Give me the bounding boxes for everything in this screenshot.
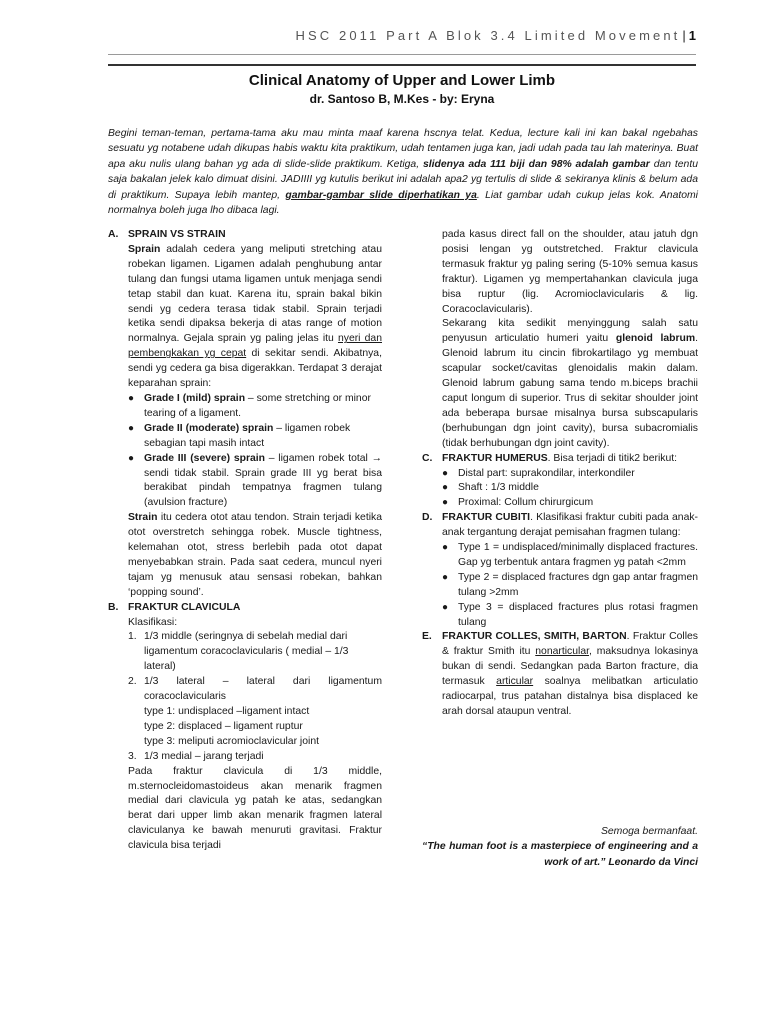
item-text: 1/3 middle (seringnya di sebelah medial dari ligamentum coracoclavicularis ( medial – 1/3 lateral) [144, 631, 349, 673]
glenoid-text-2: . Glenoid labrum itu cincin fibrokartilago yg membuat scapular socket/cavitas glenoidalis makin dalam. Glenoid labrum gabung sama tendo m.biceps brachii caput longum di superior. Trus di sekitar shoulder joint ada beberapa bursae misalnya bursa subscapularis (berhubungan dgn joint cavity), bursa subacromialis (tidak berhubungan dgn joint cavity). [442, 333, 698, 449]
glenoid-text-1: Sekarang kita sedikit menyinggung salah satu penyusun articulatio humeri yaitu [442, 318, 698, 345]
list-item-text: Type 3 = displaced fractures plus rotasi fragmen tulang [458, 601, 698, 628]
section-e-underline-1: nonarticular [535, 646, 589, 658]
bullet-icon: ● [128, 452, 135, 464]
section-d-title: FRAKTUR CUBITI [442, 512, 531, 524]
glenoid-paragraph [422, 317, 698, 451]
grade-text: – some stretching or minor tearing of a ligament. [144, 392, 371, 419]
section-a-heading [108, 228, 382, 243]
sprain-text-2: di sekitar sendi. Akibatnya, sendi yg cedera ga bisa digerakkan. Terdapat 3 derajat keparahan sprain: [128, 348, 382, 390]
section-e-text-3: soalnya melibatkan articulatio radiocarpal, trus patahan distalnya bisa displaced ke arah dorsal ataupun ventral. [442, 676, 698, 717]
grade-text: – ligamen robek sebagian tapi masih intact [144, 422, 351, 449]
clavicula-paragraph: Pada fraktur clavicula di 1/3 middle, m.sternocleidomastoideus akan menarik fragmen medial dari clavicula yg patah ke atas, sedangkan berat dari upper limb akan menarik fragmen lateral claviculanya ke bawah menuruti gravitasi. Fraktur clavicula bisa terjadi [128, 765, 382, 852]
list-item [422, 541, 698, 571]
intro-bold: slidenya ada 111 biji dan 98% adalah gambar [422, 158, 650, 170]
closing-block [422, 824, 698, 870]
bullet-icon: ● [128, 392, 135, 404]
section-c-title: FRAKTUR HUMERUS [442, 452, 548, 464]
intro-paragraph [108, 126, 698, 218]
section-c-letter: C. [422, 452, 433, 464]
intro-text-3: . Liat gambar udah cukup jelas kok. Anatomi normalnya boleh juga lho dibaca lagi. [108, 189, 698, 217]
section-e-letter: E. [422, 631, 432, 643]
right-column [422, 228, 698, 720]
grade-item [108, 452, 382, 512]
glenoid-bold: glenoid labrum [615, 333, 696, 345]
list-item-text: Type 2 = displaced fractures dgn gap antar fragmen tulang >2mm [458, 571, 698, 598]
page-number: 1 [688, 28, 696, 43]
list-item-text: Type 1 = undisplaced/minimally displaced fractures. Gap yg terbentuk antara fragmen yg patah <2mm [458, 542, 698, 568]
section-a-letter: A. [108, 229, 119, 240]
sprain-paragraph [108, 243, 382, 392]
section-e-text-1: . Fraktur Colles & fraktur Smith itu [442, 631, 698, 658]
section-e-heading [422, 630, 698, 719]
list-item [422, 496, 698, 511]
list-item-text: Distal part: suprakondilar, interkondiler [458, 467, 635, 479]
type-line: type 3: meliputi acromioclavicular joint [144, 735, 319, 747]
bullet-icon: ● [442, 467, 449, 479]
intro-underline: gambar-gambar slide diperhatikan ya [285, 189, 477, 201]
sprain-underline: nyeri dan pembengkakan yg cepat [128, 333, 382, 360]
numbered-item [108, 750, 382, 765]
section-e-text-2: , maksudnya lokasinya bukan di sendi. Sedangkan pada Barton fracture, dia termasuk [442, 646, 698, 688]
document-subtitle: dr. Santoso B, M.Kes - by: Eryna [309, 92, 495, 106]
header-text: HSC 2011 Part A Blok 3.4 Limited Movement [295, 28, 681, 43]
bullet-icon: ● [442, 497, 449, 509]
list-item [422, 467, 698, 482]
list-item [422, 601, 698, 631]
grade-text: – ligamen robek total → sendi tidak stabil. Sprain grade III yg berat bisa berakibat pindah tempatnya fragmen tulang (avulsion fracture) [144, 452, 382, 509]
item-text: 1/3 lateral – lateral dari ligamentum coracoclavicularis [144, 676, 382, 703]
item-number: 2. [128, 676, 137, 688]
title-divider [108, 64, 696, 66]
strain-label: Strain [128, 512, 158, 524]
intro-text-1: Begini teman-teman, pertama-tama aku mau minta maaf karena hscnya telat. Kedua, lecture kali ini kan bakal ngebahas sesuatu yg notabene udah dikupas habis waktu kita praktikum, udah tentamen juga kan, jadi udah pada tau lah materinya. Buat apa aku nulis ulang bahan yg ada di slide-slide praktikum. Ketiga, [108, 128, 698, 170]
closing-greeting: Semoga bermanfaat. [600, 826, 698, 837]
section-c-text: . Bisa terjadi di titik2 berikut: [547, 452, 678, 464]
list-item-text: Shaft : 1/3 middle [458, 482, 539, 494]
bullet-icon: ● [442, 482, 449, 494]
section-e-underline-2: articular [496, 676, 534, 688]
section-c-heading [422, 452, 698, 467]
intro-text-2: dan tentu saja bakalan jelek kalo dimuat disini. JADIIII yg kutulis berikut ini adalah apa2 yg tertulis di slide & sekiranya klinis & belum ada di praktikum. Supaya lebih mantep, [108, 158, 698, 201]
grade-label: Grade I (mild) sprain [144, 392, 246, 404]
left-column [108, 228, 382, 854]
numbered-item [108, 675, 382, 705]
item-number: 1. [128, 631, 137, 643]
document-title: Clinical Anatomy of Upper and Lower Limb [248, 72, 556, 89]
strain-text: itu cedera otot atau tendon. Strain terjadi ketika otot overstretch sehingga robek. Muscle tightness, kelemahan otot, stress berlebih pada otot dapat menyebabkan strain. Pada saat cedera, muncul nyeri tajam yg menusuk atau sensasi robekan, bahkan ‘popping sound’. [128, 512, 382, 598]
section-e-title: FRAKTUR COLLES, SMITH, BARTON [442, 631, 627, 643]
list-item [422, 571, 698, 601]
section-d-text: . Klasifikasi fraktur cubiti pada anak-anak tergantung derajat pemisahan fragmen tulang: [442, 512, 699, 539]
sprain-text-1: adalah cedera yang meliputi stretching atau robekan ligamen. Ligamen adalah penghubung antar tulang dan fungsi utama ligamen untuk menjaga sendi tetap stabil dan kuat. Karena itu, sprain bakal bikin sendi yg cedera terasa tidak stabil. Sprain terjadi ketika sendi dipaksa bekerja di atas range of motion normalnya. Gejala sprain yg paling jelas itu [128, 243, 382, 345]
item-text: 1/3 medial – jarang terjadi [144, 750, 264, 762]
numbered-item [108, 630, 382, 675]
type-line: type 2: displaced – ligament ruptur [144, 720, 303, 732]
list-item-text: Proximal: Collum chirurgicum [458, 497, 594, 509]
closing-quote: “The human foot is a masterpiece of engineering and a work of art.” Leonardo da Vinci [422, 841, 698, 868]
bullet-icon: ● [442, 542, 449, 554]
section-d-letter: D. [422, 512, 433, 524]
grade-item [108, 422, 382, 452]
klasifikasi-label: Klasifikasi: [128, 616, 178, 628]
section-b-heading [108, 601, 382, 616]
strain-paragraph [108, 511, 382, 600]
section-d-heading [422, 511, 698, 541]
header-divider [108, 54, 696, 55]
sprain-label: Sprain [128, 243, 161, 255]
section-b-letter: B. [108, 601, 119, 613]
clavicula-continued: pada kasus direct fall on the shoulder, atau jatuh dgn posisi lengan yg outstretched. Fraktur clavicula termasuk fraktur yg paling sering (5-10% semua kasus fraktur). Ligamen yg mempertahankan clavicula juga bisa ruptur (lig. Acromioclavicularis & lig. Coracoclavicularis). [442, 229, 698, 315]
section-b-title: FRAKTUR CLAVICULA [128, 601, 241, 613]
section-a-title: SPRAIN VS STRAIN [128, 229, 226, 240]
page-header [108, 28, 696, 43]
grade-label: Grade II (moderate) sprain [144, 422, 274, 434]
item-number: 3. [128, 750, 137, 762]
bullet-icon: ● [442, 601, 449, 613]
header-separator: | [682, 28, 686, 43]
grade-item [108, 392, 382, 422]
grade-label: Grade III (severe) sprain [144, 452, 266, 464]
bullet-icon: ● [442, 571, 449, 583]
list-item [422, 481, 698, 496]
bullet-icon: ● [128, 422, 135, 434]
type-line: type 1: undisplaced –ligament intact [144, 706, 310, 717]
